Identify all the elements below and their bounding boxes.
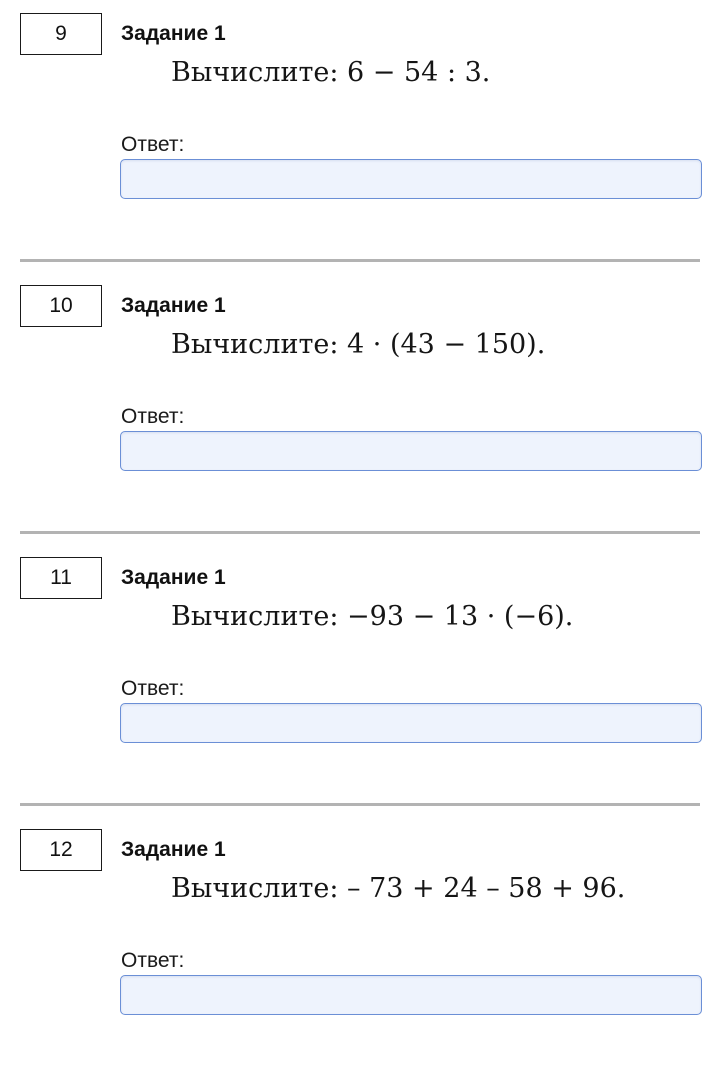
task-block	[0, 0, 720, 272]
task-question: Вычислите: 4 · (43 − 150).	[171, 329, 546, 360]
task-title: Задание 1	[121, 22, 226, 45]
task-title: Задание 1	[121, 294, 226, 317]
answer-input[interactable]	[120, 975, 702, 1015]
answer-label: Ответ:	[121, 405, 185, 428]
answer-label: Ответ:	[121, 949, 185, 972]
answer-label: Ответ:	[121, 677, 185, 700]
task-question: Вычислите: −93 − 13 · (−6).	[171, 601, 574, 632]
task-number: 11	[20, 557, 102, 599]
divider	[20, 531, 700, 534]
answer-input[interactable]	[120, 431, 702, 471]
task-number: 12	[20, 829, 102, 871]
divider	[20, 803, 700, 806]
task-question: Вычислите: – 73 + 24 – 58 + 96.	[171, 873, 626, 904]
answer-input[interactable]	[120, 703, 702, 743]
task-block	[0, 544, 720, 816]
task-title: Задание 1	[121, 838, 226, 861]
task-number: 10	[20, 285, 102, 327]
task-block	[0, 816, 720, 1088]
answer-input[interactable]	[120, 159, 702, 199]
task-title: Задание 1	[121, 566, 226, 589]
divider	[20, 259, 700, 262]
task-question: Вычислите: 6 − 54 : 3.	[171, 57, 491, 88]
task-number: 9	[20, 13, 102, 55]
task-block	[0, 272, 720, 544]
answer-label: Ответ:	[121, 133, 185, 156]
